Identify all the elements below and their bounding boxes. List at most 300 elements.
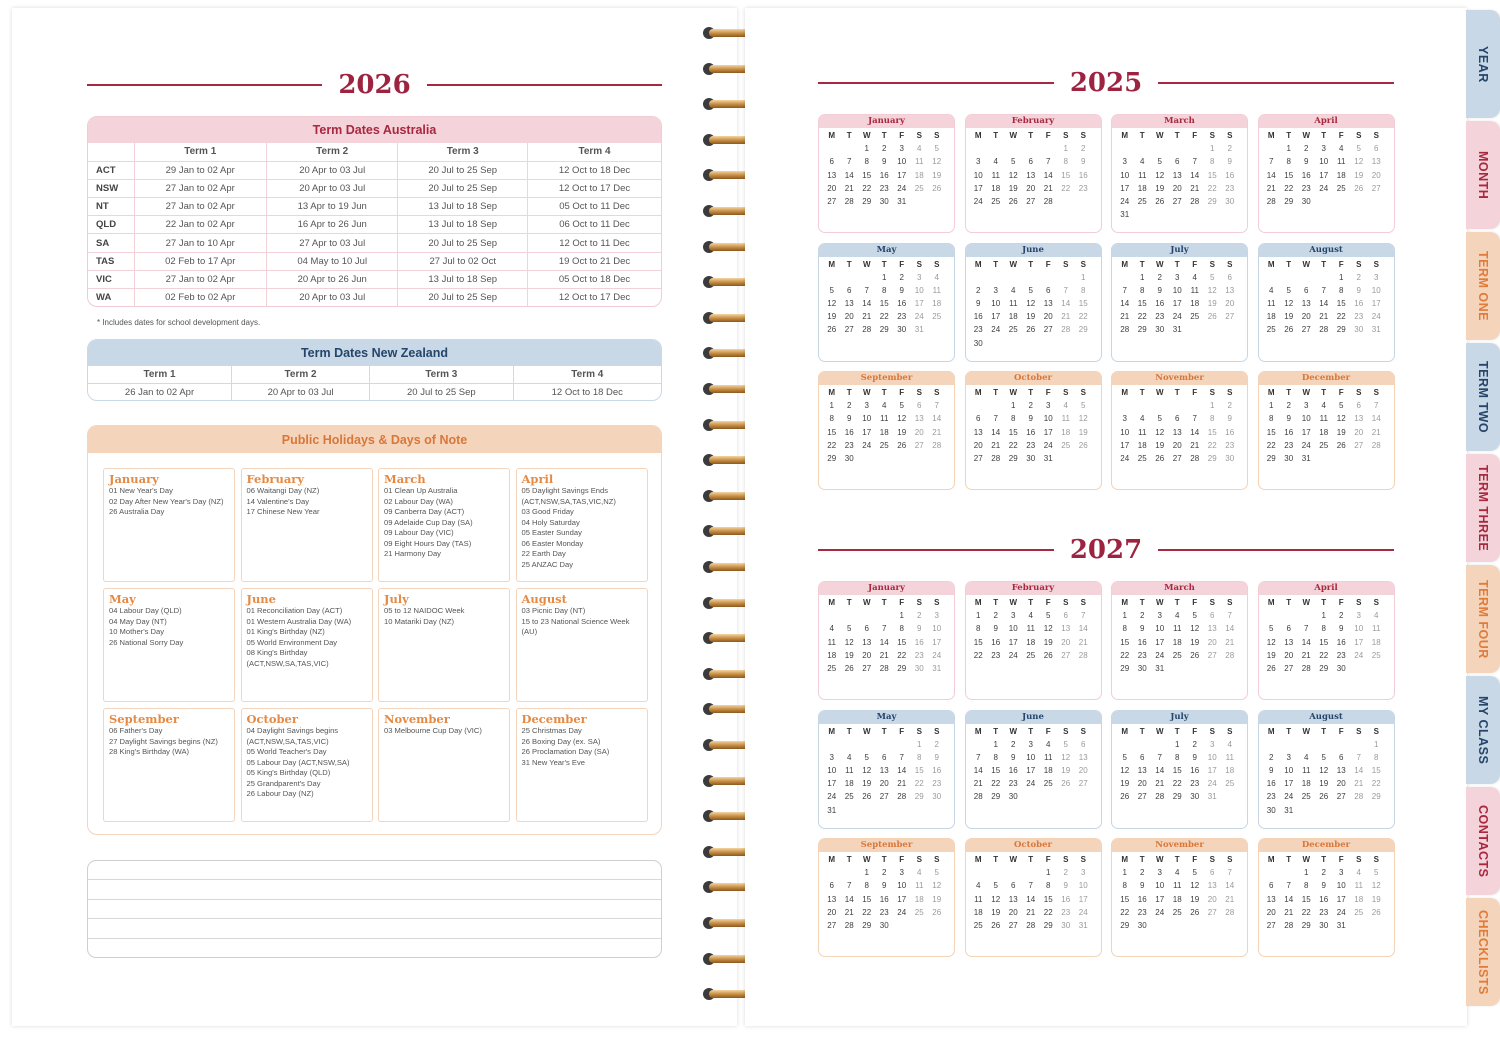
weekday-header: T bbox=[846, 259, 852, 269]
day-number: 19 bbox=[1190, 637, 1200, 647]
note-line[interactable] bbox=[88, 861, 661, 880]
day-number: 10 bbox=[1043, 414, 1053, 424]
day-number: 15 bbox=[1301, 894, 1311, 904]
day-number: 23 bbox=[1061, 907, 1071, 917]
day-number: 14 bbox=[897, 766, 907, 776]
day-number: 11 bbox=[1354, 881, 1363, 891]
day-number: 6 bbox=[976, 414, 981, 424]
day-number: 14 bbox=[1155, 766, 1165, 776]
blank-day bbox=[876, 609, 894, 622]
day-number: 9 bbox=[1356, 285, 1361, 295]
day-number: 2 bbox=[934, 739, 939, 749]
day-number: 24 bbox=[1354, 650, 1364, 660]
day-number: 25 bbox=[932, 312, 942, 322]
weekday-header: S bbox=[1209, 131, 1215, 140]
day-number: 29 bbox=[827, 453, 837, 463]
day-number: 6 bbox=[864, 624, 869, 634]
weekday-header: S bbox=[1080, 131, 1086, 140]
day-number: 14 bbox=[1225, 881, 1235, 891]
day-number: 10 bbox=[1008, 624, 1018, 634]
day-number: 18 bbox=[1172, 894, 1182, 904]
day-number: 11 bbox=[1061, 414, 1070, 424]
day-number: 22 bbox=[1043, 907, 1053, 917]
table-cell: 05 Oct to 11 Dec bbox=[527, 198, 661, 216]
day-number: 14 bbox=[932, 414, 942, 424]
tab-month[interactable] bbox=[1466, 121, 1500, 229]
tab-year[interactable] bbox=[1466, 10, 1500, 118]
tab-term-two[interactable] bbox=[1466, 343, 1500, 451]
holiday-entry: 05 Easter Sunday bbox=[521, 528, 582, 537]
day-number: 2 bbox=[1063, 868, 1068, 878]
day-number: 30 bbox=[1061, 920, 1071, 930]
day-number: 3 bbox=[1157, 868, 1162, 878]
blank-day bbox=[841, 866, 859, 879]
day-number: 8 bbox=[1122, 881, 1127, 891]
tab-label: TERM THREE bbox=[1476, 464, 1490, 552]
day-number: 26 bbox=[1120, 792, 1130, 802]
day-number: 8 bbox=[976, 624, 981, 634]
month-calendar bbox=[965, 243, 1102, 362]
day-grid bbox=[1259, 595, 1394, 675]
day-number: 4 bbox=[917, 868, 922, 878]
holiday-month-name: July bbox=[384, 592, 409, 606]
weekday-header: T bbox=[1321, 726, 1327, 736]
divider bbox=[1158, 549, 1394, 551]
year-heading-2026 bbox=[87, 70, 662, 100]
day-number: 19 bbox=[862, 779, 872, 789]
day-number: 26 bbox=[1266, 663, 1276, 673]
blank-day bbox=[858, 271, 876, 284]
day-number: 8 bbox=[1321, 624, 1326, 634]
day-number: 31 bbox=[1301, 453, 1311, 463]
weekday-header: S bbox=[934, 598, 940, 607]
day-number: 22 bbox=[914, 779, 924, 789]
holiday-entry: 05 World Environment Day bbox=[246, 637, 338, 647]
day-number: 15 bbox=[1043, 894, 1053, 904]
month-calendar bbox=[1258, 371, 1395, 490]
day-number: 16 bbox=[1137, 894, 1147, 904]
month-title: February bbox=[966, 115, 1101, 128]
day-number: 26 bbox=[862, 792, 872, 802]
note-line[interactable] bbox=[88, 880, 661, 899]
day-grid bbox=[819, 595, 954, 675]
day-number: 6 bbox=[847, 285, 852, 295]
weekday-header: T bbox=[993, 598, 999, 607]
table-cell: 27 Jan to 10 Apr bbox=[134, 234, 266, 252]
day-number: 12 bbox=[1078, 414, 1088, 424]
day-number: 13 bbox=[1284, 637, 1294, 647]
day-number: 20 bbox=[827, 907, 837, 917]
day-number: 26 bbox=[827, 325, 837, 335]
day-grid bbox=[819, 852, 954, 932]
weekday-header: W bbox=[1302, 598, 1311, 607]
month-calendar bbox=[818, 581, 955, 700]
weekday-header: M bbox=[1121, 855, 1129, 864]
weekday-header: S bbox=[1209, 388, 1215, 397]
day-number: 5 bbox=[1356, 144, 1361, 154]
day-number: 24 bbox=[991, 325, 1001, 335]
day-number: 5 bbox=[1192, 611, 1197, 621]
weekday-header: W bbox=[1155, 855, 1164, 864]
day-number: 10 bbox=[1207, 752, 1217, 762]
day-number: 30 bbox=[1137, 920, 1147, 930]
day-number: 18 bbox=[844, 779, 854, 789]
weekday-header: M bbox=[828, 388, 836, 397]
weekday-header: S bbox=[934, 131, 940, 140]
day-number: 7 bbox=[1192, 414, 1197, 424]
day-number: 7 bbox=[1227, 611, 1232, 621]
day-number: 12 bbox=[1190, 881, 1200, 891]
day-number: 4 bbox=[1046, 739, 1051, 749]
day-number: 16 bbox=[1008, 766, 1018, 776]
day-number: 13 bbox=[879, 766, 889, 776]
day-number: 25 bbox=[844, 792, 854, 802]
day-number: 1 bbox=[1210, 401, 1215, 411]
day-number: 8 bbox=[882, 285, 887, 295]
day-number: 14 bbox=[1061, 299, 1071, 309]
day-number: 9 bbox=[882, 157, 887, 167]
holiday-entry: 04 May Day (NT) bbox=[109, 616, 167, 626]
note-line[interactable] bbox=[88, 919, 661, 938]
table-row bbox=[88, 216, 661, 234]
tab-term-one[interactable] bbox=[1466, 232, 1500, 340]
day-number: 23 bbox=[973, 325, 983, 335]
day-grid bbox=[1112, 385, 1247, 465]
day-number: 28 bbox=[1225, 650, 1235, 660]
day-number: 7 bbox=[1063, 285, 1068, 295]
day-number: 30 bbox=[1155, 325, 1165, 335]
weekday-header: F bbox=[899, 855, 905, 864]
weekday-header: S bbox=[1063, 726, 1069, 736]
day-number: 3 bbox=[1122, 157, 1127, 167]
weekday-header: S bbox=[1063, 855, 1069, 864]
day-number: 23 bbox=[1137, 650, 1147, 660]
month-title: August bbox=[1259, 244, 1394, 257]
day-number: 4 bbox=[1321, 401, 1326, 411]
day-number: 23 bbox=[1266, 792, 1276, 802]
note-line[interactable] bbox=[88, 939, 661, 958]
day-number: 28 bbox=[1026, 920, 1036, 930]
day-number: 9 bbox=[1304, 157, 1309, 167]
day-number: 14 bbox=[1371, 414, 1381, 424]
blank-day bbox=[858, 609, 876, 622]
state-label: WA bbox=[88, 289, 134, 307]
day-number: 19 bbox=[1043, 637, 1053, 647]
day-number: 17 bbox=[914, 299, 924, 309]
day-number: 29 bbox=[1301, 920, 1311, 930]
day-number: 25 bbox=[973, 920, 983, 930]
day-number: 30 bbox=[1026, 453, 1036, 463]
weekday-header: W bbox=[1009, 855, 1018, 864]
blank-day bbox=[1315, 738, 1333, 751]
day-number: 21 bbox=[991, 440, 1001, 450]
day-number: 28 bbox=[1301, 663, 1311, 673]
weekday-header: T bbox=[1028, 388, 1034, 397]
day-number: 31 bbox=[1078, 920, 1088, 930]
day-number: 13 bbox=[1301, 299, 1311, 309]
day-number: 2 bbox=[1011, 739, 1016, 749]
weekday-header: T bbox=[1321, 131, 1327, 140]
day-number: 5 bbox=[934, 868, 939, 878]
month-title: January bbox=[819, 115, 954, 128]
weekday-header: W bbox=[862, 598, 871, 607]
day-number: 24 bbox=[1336, 907, 1346, 917]
weekday-header: S bbox=[1373, 598, 1379, 607]
day-grid bbox=[819, 257, 954, 337]
tab-term-four[interactable] bbox=[1466, 565, 1500, 673]
holiday-month-cell bbox=[516, 468, 648, 582]
day-number: 24 bbox=[1284, 792, 1294, 802]
day-number: 28 bbox=[1120, 325, 1130, 335]
day-number: 8 bbox=[1175, 752, 1180, 762]
day-number: 13 bbox=[1207, 881, 1217, 891]
day-number: 14 bbox=[1319, 299, 1329, 309]
day-number: 23 bbox=[1301, 183, 1311, 193]
day-number: 31 bbox=[1371, 325, 1381, 335]
day-number: 7 bbox=[864, 285, 869, 295]
weekday-header: T bbox=[881, 598, 887, 607]
day-number: 13 bbox=[1266, 894, 1276, 904]
day-number: 9 bbox=[1321, 881, 1326, 891]
weekday-header: S bbox=[1373, 726, 1379, 736]
blank-day bbox=[1040, 142, 1058, 155]
day-number: 6 bbox=[1175, 157, 1180, 167]
day-number: 30 bbox=[1319, 920, 1329, 930]
day-number: 4 bbox=[1175, 868, 1180, 878]
holiday-entry: 21 Harmony Day bbox=[384, 549, 441, 558]
day-number: 29 bbox=[897, 663, 907, 673]
day-number: 22 bbox=[1207, 440, 1217, 450]
day-number: 20 bbox=[973, 440, 983, 450]
day-number: 7 bbox=[882, 624, 887, 634]
day-number: 14 bbox=[1190, 427, 1200, 437]
day-number: 3 bbox=[1011, 611, 1016, 621]
tab-my-class[interactable] bbox=[1466, 676, 1500, 784]
holiday-entry: 15 to 23 National Science Week (AU) bbox=[521, 616, 630, 636]
day-number: 16 bbox=[1336, 637, 1346, 647]
weekday-header: F bbox=[1192, 726, 1198, 736]
weekday-header: W bbox=[1302, 388, 1311, 397]
table-cell: 02 Feb to 02 Apr bbox=[134, 289, 266, 307]
notes-lines[interactable] bbox=[87, 860, 662, 958]
day-number: 4 bbox=[1339, 144, 1344, 154]
day-number: 12 bbox=[862, 766, 872, 776]
holiday-entry: 27 Daylight Savings begins (NZ) bbox=[109, 736, 218, 746]
day-number: 8 bbox=[1374, 752, 1379, 762]
day-number: 30 bbox=[1354, 325, 1364, 335]
tab-label: CONTACTS bbox=[1476, 804, 1490, 878]
day-number: 2 bbox=[993, 611, 998, 621]
divider bbox=[87, 84, 322, 86]
day-number: 10 bbox=[1078, 881, 1088, 891]
day-number: 12 bbox=[897, 414, 907, 424]
blank-day bbox=[1280, 866, 1298, 879]
day-number: 13 bbox=[1172, 170, 1182, 180]
month-title: May bbox=[819, 244, 954, 257]
day-number: 11 bbox=[1225, 752, 1234, 762]
month-title: December bbox=[1259, 372, 1394, 385]
state-label: ACT bbox=[88, 161, 134, 179]
day-number: 6 bbox=[1011, 881, 1016, 891]
day-number: 22 bbox=[1207, 183, 1217, 193]
tab-term-three[interactable] bbox=[1466, 454, 1500, 562]
weekday-header: T bbox=[1321, 598, 1327, 607]
weekday-header: F bbox=[1192, 131, 1198, 140]
table-cell: 20 Apr to 03 Jul bbox=[232, 384, 370, 402]
holiday-entry: 09 Eight Hours Day (TAS) bbox=[384, 538, 472, 548]
day-number: 22 bbox=[1371, 779, 1381, 789]
day-number: 2 bbox=[882, 144, 887, 154]
day-number: 26 bbox=[1008, 196, 1018, 206]
blank-day bbox=[823, 142, 841, 155]
day-number: 10 bbox=[1371, 285, 1381, 295]
weekday-header: M bbox=[1121, 726, 1129, 736]
day-number: 29 bbox=[1008, 453, 1018, 463]
day-grid bbox=[1259, 385, 1394, 465]
tab-checklists[interactable] bbox=[1466, 898, 1500, 1006]
month-calendar bbox=[1258, 838, 1395, 957]
blank-day bbox=[1005, 142, 1023, 155]
day-number: 16 bbox=[1078, 170, 1088, 180]
day-number: 29 bbox=[1078, 325, 1088, 335]
day-number: 17 bbox=[1078, 894, 1088, 904]
day-number: 25 bbox=[1225, 779, 1235, 789]
note-line[interactable] bbox=[88, 900, 661, 919]
day-number: 12 bbox=[1190, 624, 1200, 634]
weekday-header: W bbox=[1009, 726, 1018, 736]
day-grid bbox=[966, 128, 1101, 208]
day-number: 30 bbox=[1137, 663, 1147, 673]
holiday-month-cell bbox=[516, 708, 648, 822]
weekday-header: S bbox=[1080, 855, 1086, 864]
day-number: 14 bbox=[844, 894, 854, 904]
day-number: 7 bbox=[993, 414, 998, 424]
day-number: 18 bbox=[1266, 312, 1276, 322]
day-number: 28 bbox=[897, 792, 907, 802]
weekday-header: F bbox=[1338, 726, 1344, 736]
day-number: 15 bbox=[862, 894, 872, 904]
day-number: 3 bbox=[993, 285, 998, 295]
day-number: 2 bbox=[882, 868, 887, 878]
table-cell: 20 Jul to 25 Sep bbox=[370, 384, 513, 402]
day-number: 9 bbox=[882, 881, 887, 891]
day-number: 2 bbox=[1304, 144, 1309, 154]
holiday-month-name: May bbox=[109, 592, 136, 606]
day-number: 31 bbox=[897, 196, 907, 206]
day-number: 20 bbox=[1225, 299, 1235, 309]
day-number: 4 bbox=[1140, 414, 1145, 424]
day-number: 24 bbox=[1026, 779, 1036, 789]
day-number: 13 bbox=[1207, 624, 1217, 634]
day-number: 13 bbox=[1043, 299, 1053, 309]
day-number: 28 bbox=[1371, 440, 1381, 450]
day-number: 1 bbox=[1122, 868, 1127, 878]
day-number: 1 bbox=[1339, 272, 1344, 282]
blank-day bbox=[823, 866, 841, 879]
day-number: 20 bbox=[1078, 766, 1088, 776]
blank-day bbox=[1040, 271, 1058, 284]
day-number: 28 bbox=[1190, 196, 1200, 206]
day-number: 27 bbox=[1137, 792, 1147, 802]
weekday-header: W bbox=[1302, 726, 1311, 736]
day-number: 10 bbox=[973, 170, 983, 180]
weekday-header: S bbox=[1063, 388, 1069, 397]
day-number: 23 bbox=[1336, 650, 1346, 660]
table-cell: 19 Oct to 21 Dec bbox=[527, 252, 661, 270]
weekday-header: F bbox=[1192, 388, 1198, 397]
day-number: 16 bbox=[1301, 170, 1311, 180]
weekday-header: T bbox=[846, 855, 852, 864]
day-number: 20 bbox=[1301, 312, 1311, 322]
day-number: 8 bbox=[1210, 414, 1215, 424]
day-number: 15 bbox=[1078, 299, 1088, 309]
day-number: 23 bbox=[1008, 779, 1018, 789]
day-number: 31 bbox=[1336, 920, 1346, 930]
day-number: 26 bbox=[1190, 907, 1200, 917]
day-number: 9 bbox=[899, 285, 904, 295]
day-number: 11 bbox=[1267, 299, 1276, 309]
day-number: 8 bbox=[1339, 285, 1344, 295]
day-number: 28 bbox=[862, 325, 872, 335]
tab-contacts[interactable] bbox=[1466, 787, 1500, 895]
day-number: 21 bbox=[1266, 183, 1276, 193]
table-cell: 13 Jul to 18 Sep bbox=[398, 270, 528, 288]
day-number: 30 bbox=[973, 338, 983, 348]
state-label: NT bbox=[88, 198, 134, 216]
day-number: 9 bbox=[1227, 157, 1232, 167]
holiday-entry: 01 Reconciliation Day (ACT) bbox=[246, 606, 343, 615]
holiday-month-cell bbox=[378, 708, 510, 822]
day-number: 23 bbox=[844, 440, 854, 450]
day-number: 30 bbox=[1225, 196, 1235, 206]
weekday-header: W bbox=[1155, 131, 1164, 140]
day-number: 26 bbox=[1207, 312, 1217, 322]
day-number: 13 bbox=[844, 299, 854, 309]
day-number: 4 bbox=[1011, 285, 1016, 295]
day-number: 3 bbox=[1374, 272, 1379, 282]
day-number: 5 bbox=[899, 401, 904, 411]
day-number: 1 bbox=[1046, 868, 1051, 878]
weekday-header: S bbox=[916, 598, 922, 607]
day-number: 25 bbox=[914, 183, 924, 193]
day-number: 3 bbox=[1286, 752, 1291, 762]
weekday-header: T bbox=[1321, 388, 1327, 397]
day-number: 25 bbox=[1371, 650, 1381, 660]
day-number: 22 bbox=[1078, 312, 1088, 322]
divider bbox=[1158, 82, 1394, 84]
day-number: 11 bbox=[1173, 624, 1182, 634]
holiday-entry: 04 Holy Saturday bbox=[521, 517, 580, 527]
weekday-header: T bbox=[1028, 131, 1034, 140]
weekday-header: S bbox=[1356, 726, 1362, 736]
day-number: 3 bbox=[899, 144, 904, 154]
day-number: 4 bbox=[917, 144, 922, 154]
day-number: 17 bbox=[897, 894, 907, 904]
day-number: 29 bbox=[1172, 792, 1182, 802]
footnote: * Includes dates for school development days. bbox=[97, 318, 261, 327]
day-number: 5 bbox=[1122, 752, 1127, 762]
day-number: 12 bbox=[1319, 766, 1329, 776]
day-number: 5 bbox=[1028, 285, 1033, 295]
day-number: 23 bbox=[1078, 183, 1088, 193]
day-number: 29 bbox=[1266, 453, 1276, 463]
day-number: 10 bbox=[1120, 170, 1130, 180]
day-number: 24 bbox=[1371, 312, 1381, 322]
day-number: 20 bbox=[862, 650, 872, 660]
day-number: 25 bbox=[1172, 650, 1182, 660]
day-number: 26 bbox=[1284, 325, 1294, 335]
day-number: 31 bbox=[1172, 325, 1182, 335]
